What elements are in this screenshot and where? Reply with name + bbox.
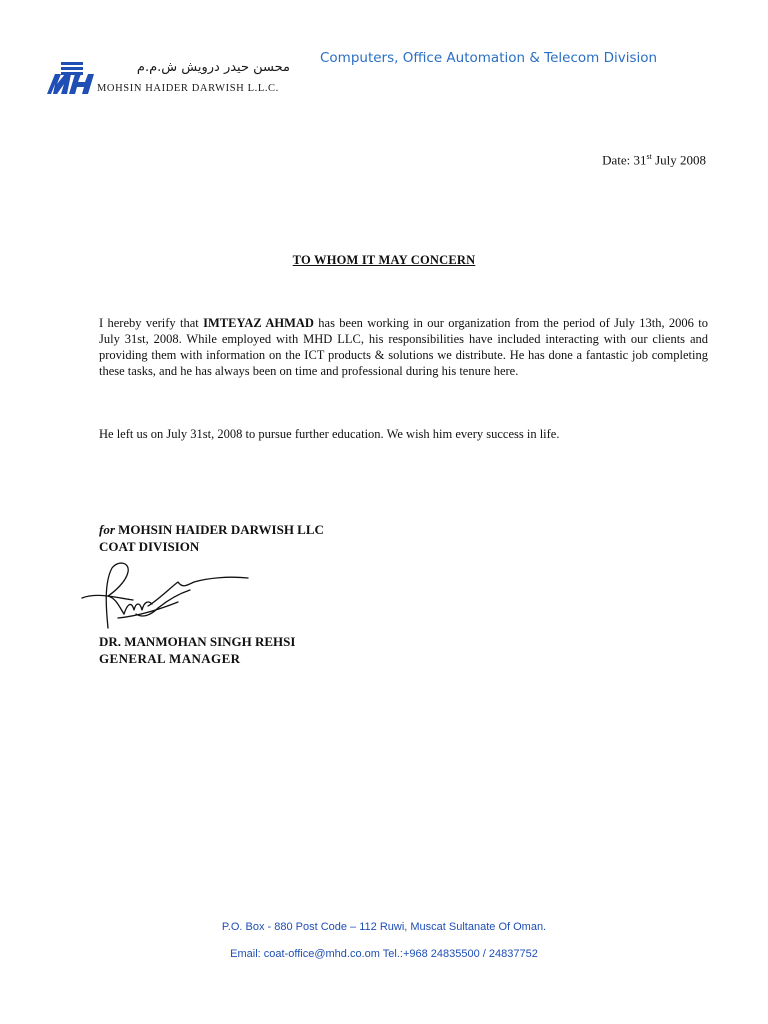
letter-subject: TO WHOM IT MAY CONCERN: [292, 253, 476, 267]
company-logo-icon: [45, 60, 97, 96]
division-title: Computers, Office Automation & Telecom Division: [320, 50, 658, 66]
closing-company: [99, 522, 324, 538]
footer-contact: Email: coat-office@mhd.co.om Tel.:+968 24835500 / 24837752: [230, 948, 538, 960]
employee-name: IMTEYAZ AHMAD: [203, 316, 314, 330]
company-name: MOHSIN HAIDER DARWISH L.L.C.: [97, 83, 279, 94]
signatory-title: GENERAL MANAGER: [99, 651, 241, 666]
signature-icon: [78, 558, 258, 633]
date-label: Date: 31: [602, 152, 647, 168]
letter-date: [602, 152, 706, 168]
footer-address: P.O. Box - 880 Post Code – 112 Ruwi, Muscat Sultanate Of Oman.: [221, 921, 547, 933]
p1-before: I hereby verify that: [99, 316, 204, 330]
date-suffix: st: [646, 152, 652, 161]
signatory-name: DR. MANMOHAN SINGH REHSI: [99, 634, 296, 649]
p1-after: has been working in our organization from the period of July 13th, 2006 to July 31st, 2008. While employed with MHD LLC, his responsibilities have included interacting with our clients and providing them with information on the ICT products & solutions we distribute. He has done a fantastic job completing these tasks, and he has always been on time and professional during his tenure here.: [99, 316, 708, 378]
closing-company-name: MOHSIN HAIDER DARWISH LLC: [114, 522, 324, 537]
closing-division: COAT DIVISION: [99, 539, 200, 554]
date-rest: July 2008: [651, 152, 706, 168]
body-paragraph-2: He left us on July 31st, 2008 to pursue further education. We wish him every success in life.: [99, 427, 560, 441]
for-word: for: [99, 522, 115, 537]
company-name-arabic: محسن حيدر درويش ش.م.م: [136, 60, 290, 75]
body-paragraph-1: [99, 315, 708, 379]
